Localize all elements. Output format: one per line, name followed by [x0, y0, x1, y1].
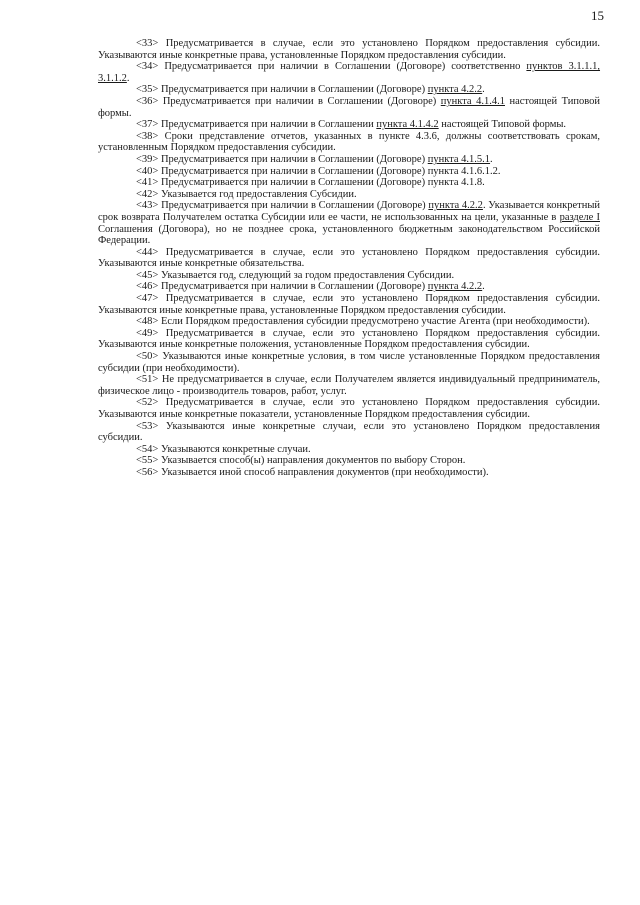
- footnote-n34: [98, 61, 600, 84]
- reference-link[interactable]: разделе I: [559, 211, 600, 223]
- footnote-text: <51> Не предусматривается в случае, если Получателем является индивидуальный предприниматель, физическое лицо - производитель товаров, работ, услуг.: [98, 374, 600, 397]
- footnote-text: <56> Указывается иной способ направления документов (при необходимости).: [136, 466, 489, 478]
- reference-link[interactable]: пункта 4.1.4.1: [440, 95, 505, 107]
- footnote-n50: [98, 351, 600, 374]
- footnote-text: <53> Указываются иные конкретные случаи, если это установлено Порядком предоставления субсидии.: [98, 420, 600, 444]
- page-number: 15: [591, 8, 604, 23]
- footnote-text: <46> Предусматривается при наличии в Соглашении (Договоре): [136, 281, 428, 293]
- footnote-n37: [98, 119, 600, 131]
- footnote-n41: [98, 177, 600, 189]
- footnote-n40: [98, 166, 600, 178]
- footnote-n48: [98, 316, 600, 328]
- footnote-text: <54> Указываются конкретные случаи.: [136, 443, 311, 455]
- footnote-text: .: [126, 72, 130, 84]
- reference-link[interactable]: пункта 4.1.5.1: [427, 153, 491, 165]
- footnote-text: <45> Указывается год, следующий за годом предоставления Субсидии.: [136, 269, 455, 281]
- footnote-text: настоящей Типовой формы.: [98, 95, 600, 119]
- footnote-n55: [98, 455, 600, 467]
- footnote-text: .: [482, 84, 485, 96]
- reference-link[interactable]: пунктов 3.1.1.1, 3.1.1.2: [98, 61, 601, 84]
- footnote-n43: [98, 200, 600, 246]
- footnote-n49: [98, 328, 600, 351]
- footnote-text: настоящей Типовой формы.: [438, 119, 567, 131]
- footnote-n51: [98, 374, 600, 397]
- footnote-n46: [98, 281, 600, 293]
- footnote-n33: [98, 38, 600, 61]
- footnote-text: <40> Предусматривается при наличии в Соглашении (Договоре) пункта 4.1.6.1.2.: [136, 165, 501, 177]
- footnote-text: .: [490, 153, 493, 165]
- footnote-text: <41> Предусматривается при наличии в Соглашении (Договоре) пункта 4.1.8.: [136, 177, 485, 189]
- footnote-text: <37> Предусматривается при наличии в Соглашении: [136, 119, 377, 131]
- footnote-n47: [98, 293, 600, 316]
- reference-link[interactable]: пункта 4.2.2: [427, 281, 483, 293]
- footnote-n35: [98, 84, 600, 96]
- footnote-text: <39> Предусматривается при наличии в Соглашении (Договоре): [136, 153, 428, 165]
- footnote-text: <34> Предусматривается при наличии в Соглашении (Договоре) соответственно: [136, 61, 527, 73]
- footnote-n39: [98, 154, 600, 166]
- footnote-n45: [98, 270, 600, 282]
- reference-link[interactable]: пункта 4.1.4.2: [376, 119, 439, 131]
- footnote-n44: [98, 247, 600, 270]
- footnote-text: <55> Указывается способ(ы) направления документов по выбору Сторон.: [136, 455, 466, 467]
- footnote-text: <33> Предусматривается в случае, если это установлено Порядком предоставления субсидии. Указываются иные конкретные права, установленные Порядком предоставления субсидии.: [98, 38, 600, 61]
- footnote-text: <48> Если Порядком предоставления субсидии предусмотрено участие Агента (при необходимости).: [136, 316, 590, 328]
- reference-link[interactable]: пункта 4.2.2: [428, 200, 483, 212]
- footnotes-list: [98, 38, 600, 479]
- footnote-text: Соглашения (Договора), но не позднее срока, установленного бюджетным законодательством Российской Федерации.: [98, 223, 600, 247]
- footnote-text: <38> Сроки представление отчетов, указанных в пункте 4.3.6, должны соответствовать срокам, установленным Порядком предоставления субсидии.: [98, 130, 600, 154]
- footnote-text: <44> Предусматривается в случае, если это установлено Порядком предоставления субсидии. Указываются иные конкретные обязательства.: [98, 246, 600, 270]
- footnote-text: <35> Предусматривается при наличии в Соглашении (Договоре): [136, 84, 428, 96]
- footnote-n36: [98, 96, 600, 119]
- footnote-text: <52> Предусматривается в случае, если это установлено Порядком предоставления субсидии. Указываются иные конкретные показатели, установленные Порядком предоставления субсидии.: [98, 397, 600, 420]
- reference-link[interactable]: пункта 4.2.2: [427, 84, 483, 96]
- footnote-text: <43> Предусматривается при наличии в Соглашении (Договоре): [136, 200, 429, 212]
- footnote-text: <49> Предусматривается в случае, если это установлено Порядком предоставления субсидии. Указываются иные конкретные положения, установленные Порядком предоставления субсидии.: [98, 327, 600, 351]
- footnote-text: . Указывается конкретный срок возврата Получателем остатка Субсидии или ее части, не использованных на цели, указанные в: [98, 200, 600, 223]
- footnote-n42: [98, 189, 600, 201]
- footnote-text: .: [482, 281, 485, 293]
- footnote-n38: [98, 131, 600, 154]
- footnote-n52: [98, 397, 600, 420]
- footnote-text: <50> Указываются иные конкретные условия, в том числе установленные Порядком предоставления субсидии (при необходимости).: [98, 351, 600, 374]
- footnote-text: <36> Предусматривается при наличии в Соглашении (Договоре): [136, 95, 441, 107]
- footnote-text: <47> Предусматривается в случае, если это установлено Порядком предоставления субсидии. Указываются иные конкретные права, установленные Порядком предоставления субсидии.: [98, 293, 600, 316]
- footnote-n54: [98, 444, 600, 456]
- footnote-n56: [98, 467, 600, 479]
- footnote-n53: [98, 421, 600, 444]
- footnote-text: <42> Указывается год предоставления Субсидии.: [136, 188, 357, 200]
